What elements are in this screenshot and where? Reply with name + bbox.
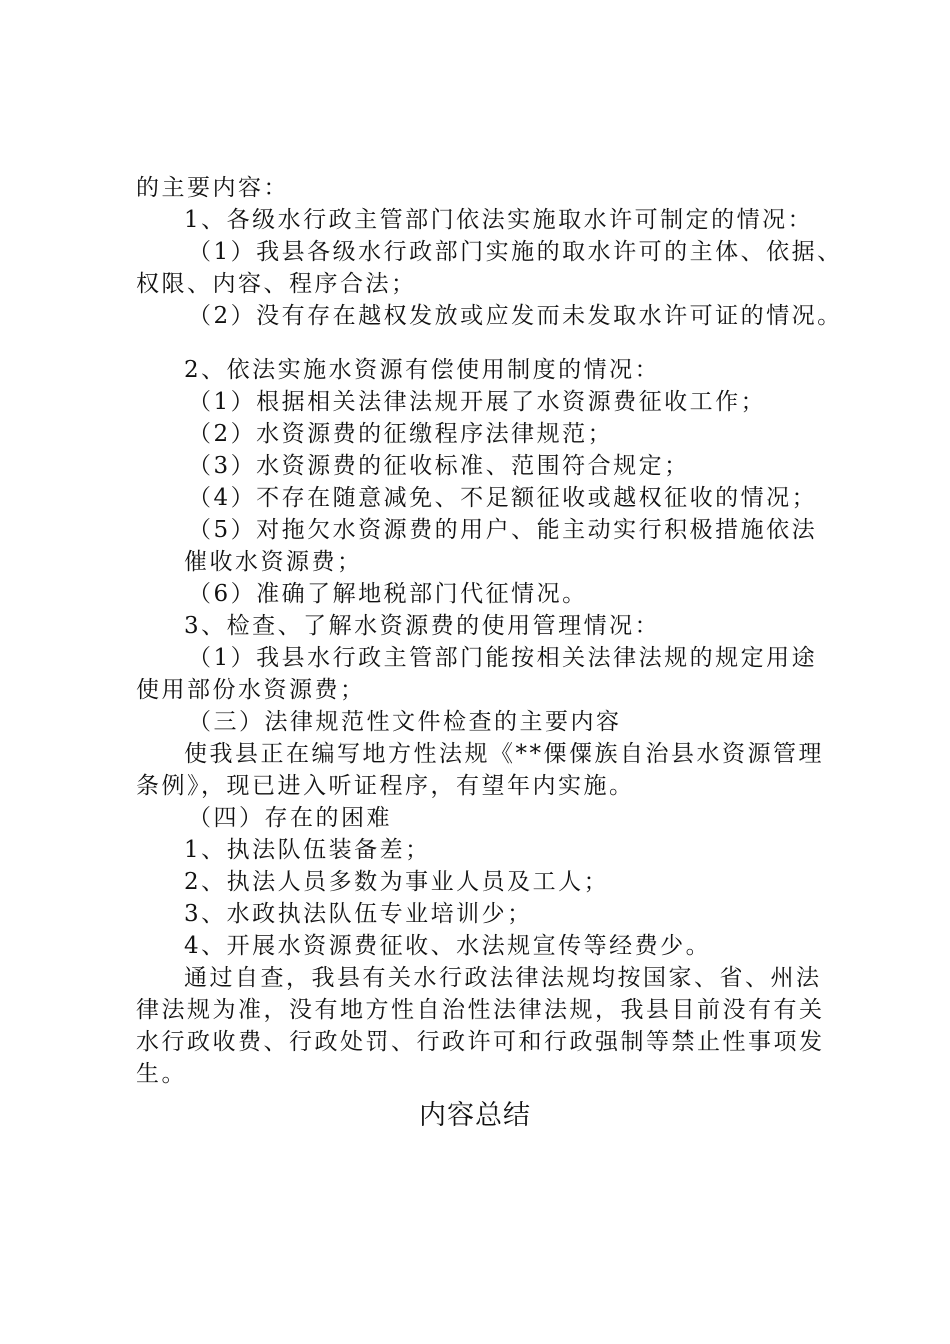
text-line: （三）法律规范性文件检查的主要内容 — [188, 709, 622, 735]
text-line: 催收水资源费； — [184, 549, 363, 575]
text-line: （2）没有存在越权发放或应发而未发取水许可证的情况。 — [188, 303, 843, 329]
text-line: 1、各级水行政主管部门依法实施取水许可制定的情况： — [184, 207, 814, 233]
text-line: （四）存在的困难 — [188, 805, 392, 831]
text-line: 权限、内容、程序合法； — [136, 271, 417, 297]
text-line: （6）准确了解地税部门代征情况。 — [188, 581, 588, 607]
text-line: （1）我县各级水行政部门实施的取水许可的主体、依据、 — [188, 239, 843, 265]
text-line: 通过自查，我县有关水行政法律法规均按国家、省、州法 — [184, 965, 822, 991]
text-line: （1）我县水行政主管部门能按相关法律法规的规定用途 — [188, 645, 818, 671]
text-line: （5）对拖欠水资源费的用户、能主动实行积极措施依法 — [188, 517, 818, 543]
text-line: 2、执法人员多数为事业人员及工人； — [184, 869, 610, 895]
text-line: 的主要内容： — [136, 175, 289, 201]
text-line: 水行政收费、行政处罚、行政许可和行政强制等禁止性事项发 — [136, 1029, 825, 1055]
text-line: 条例》，现已进入听证程序，有望年内实施。 — [136, 773, 635, 799]
text-line: 1、执法队伍装备差； — [184, 837, 431, 863]
text-line: 3、检查、了解水资源费的使用管理情况： — [184, 613, 661, 639]
text-line: （3）水资源费的征收标准、范围符合规定； — [188, 453, 690, 479]
text-line: 2、依法实施水资源有偿使用制度的情况： — [184, 357, 661, 383]
summary-title: 内容总结 — [419, 1100, 531, 1131]
text-line: （4）不存在随意减免、不足额征收或越权征收的情况； — [188, 485, 818, 511]
body-text — [136, 172, 843, 1090]
text-line: 生。 — [136, 1061, 187, 1087]
text-line: （2）水资源费的征缴程序法律规范； — [188, 421, 614, 447]
text-line: （1）根据相关法律法规开展了水资源费征收工作； — [188, 389, 767, 415]
text-line: 3、水政执法队伍专业培训少； — [184, 901, 533, 927]
text-line: 使我县正在编写地方性法规《**傈僳族自治县水资源管理 — [184, 741, 824, 767]
text-line: 4、开展水资源费征收、水法规宣传等经费少。 — [184, 933, 712, 959]
blank-line — [136, 332, 836, 354]
text-line: 律法规为准，没有地方性自治性法律法规，我县目前没有有关 — [136, 997, 825, 1023]
text-line: 使用部份水资源费； — [136, 677, 366, 703]
